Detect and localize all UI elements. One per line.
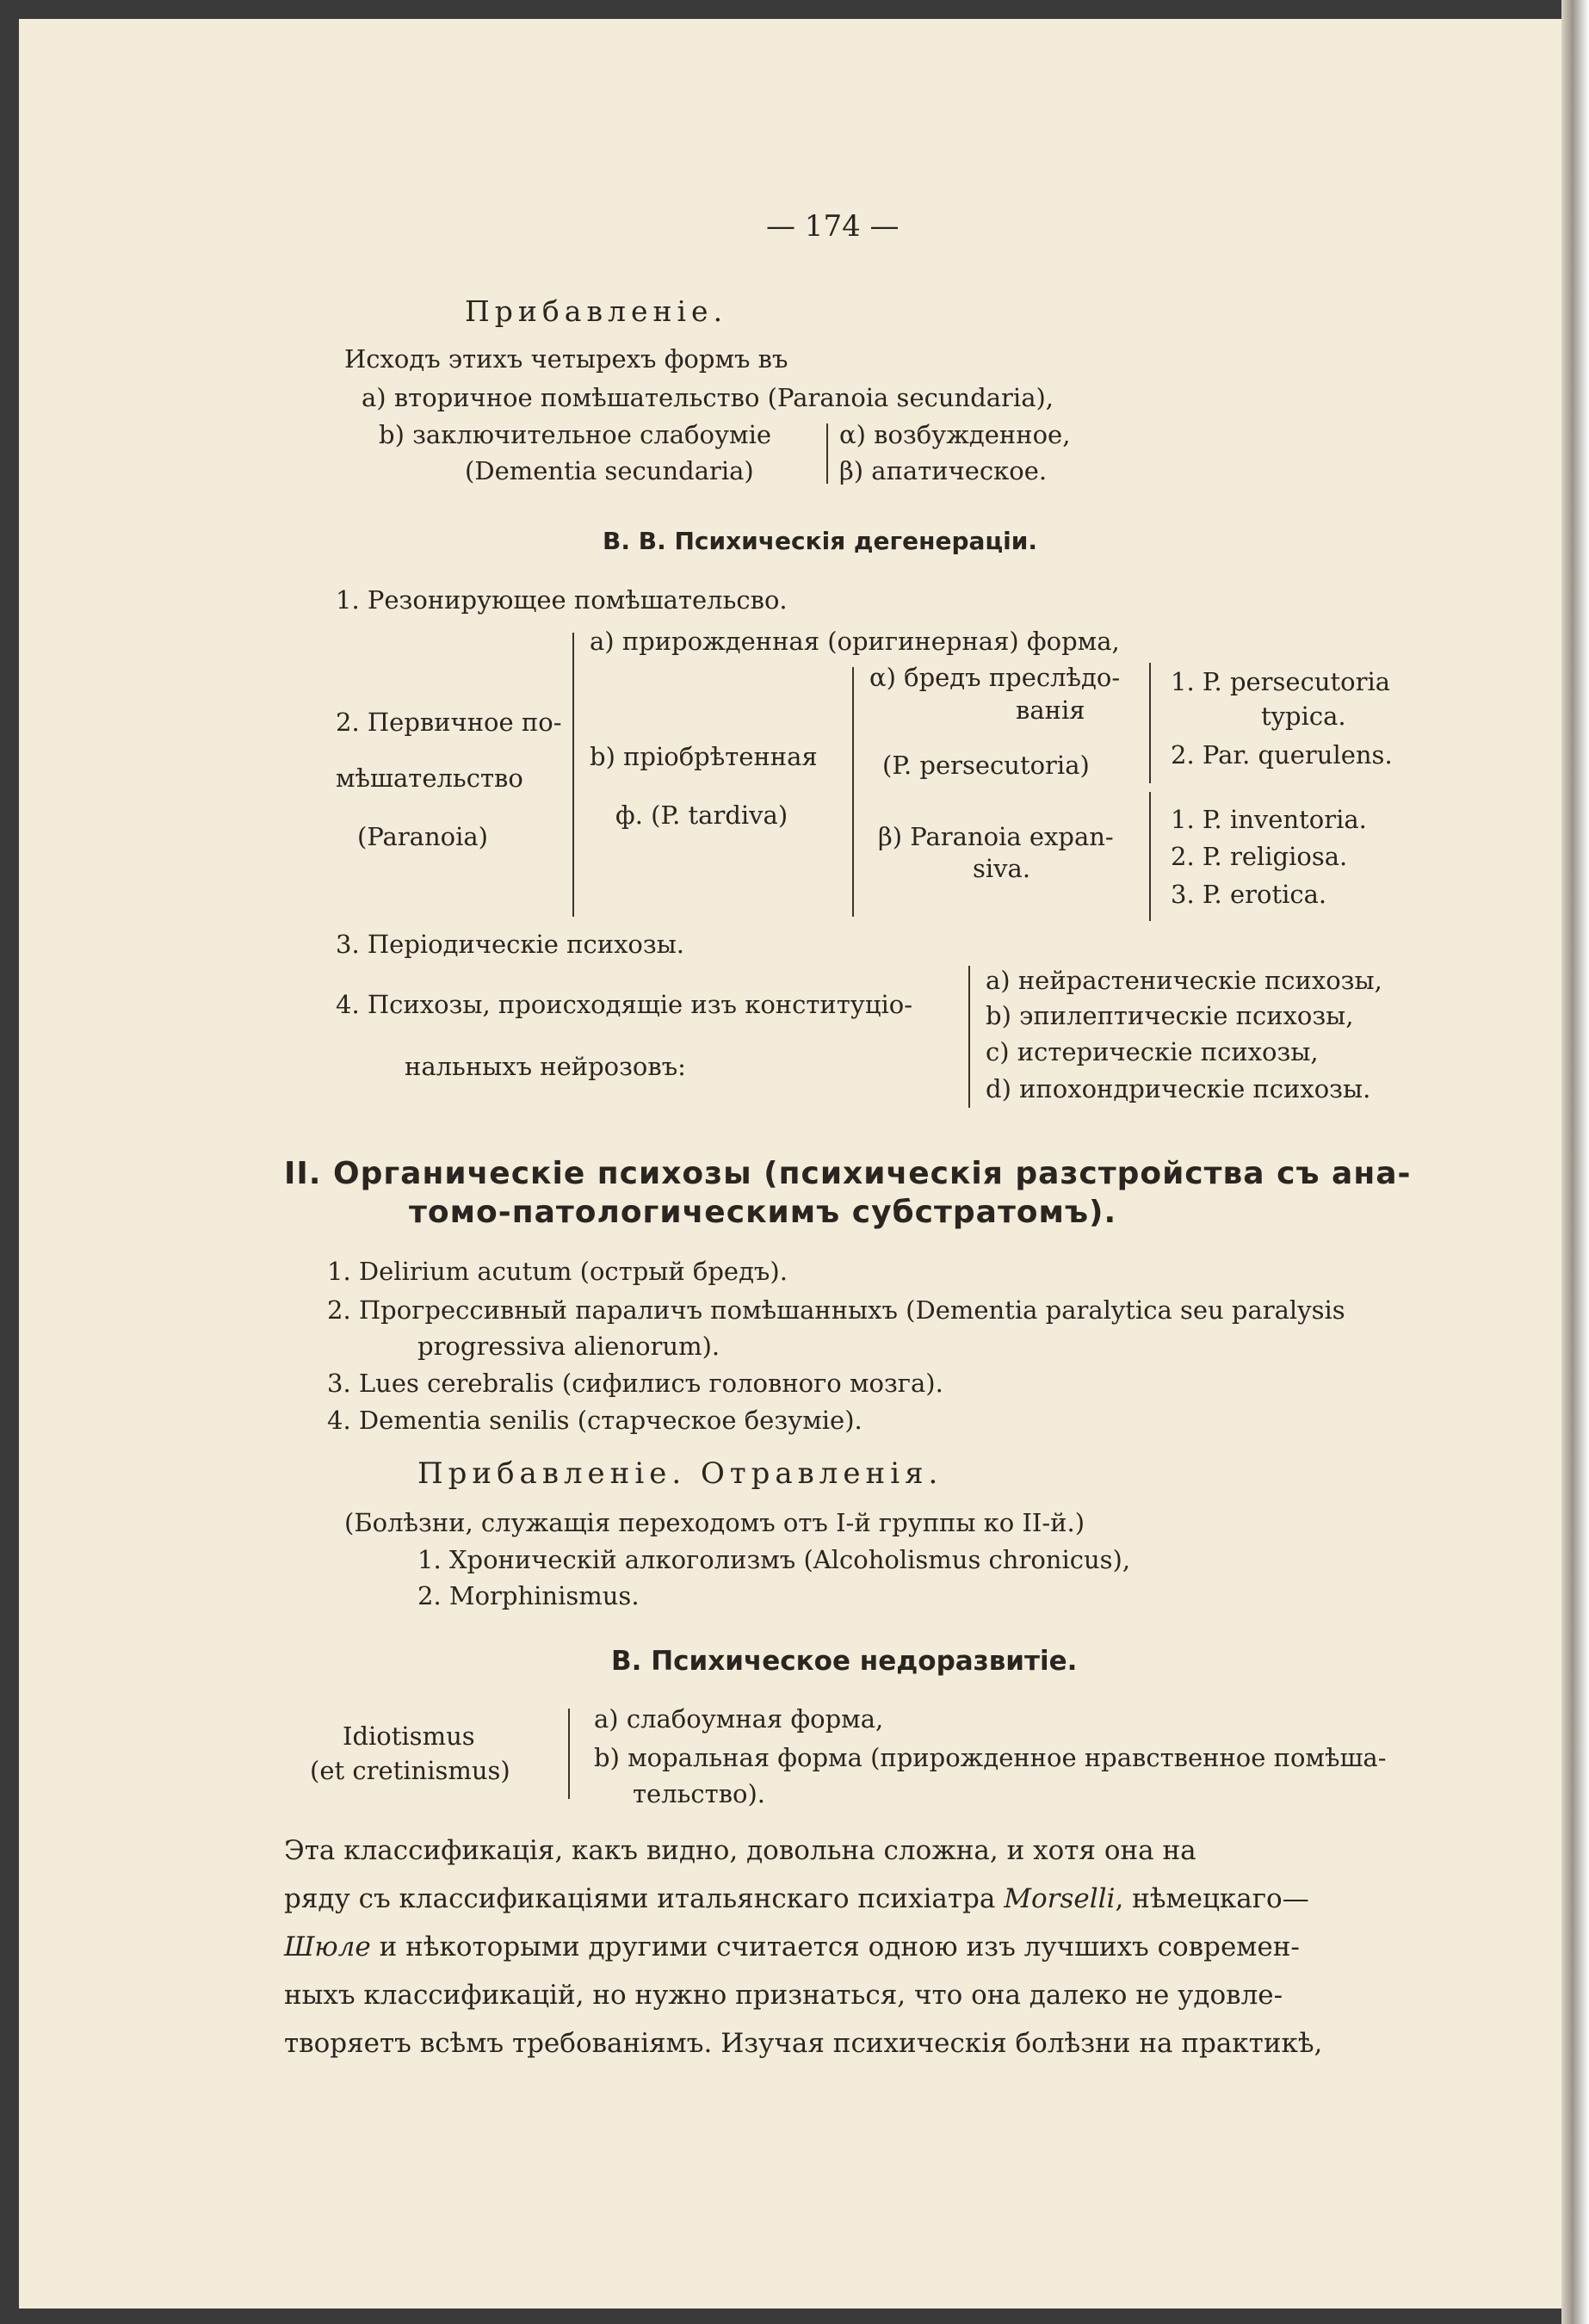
appendix-beta: β) апатическое. <box>839 456 1048 485</box>
alpha-persecution: (P. persecutoria) <box>882 751 1090 780</box>
paragraph-line: ныхъ классификацій, но нужно признаться, что она далеко не удовле- <box>284 1980 1283 2011</box>
organic-item: 3. Lues cerebralis (сифилисъ головного мозга). <box>327 1369 943 1398</box>
poisoning-item: 1. Хроническій алкоголизмъ (Alcoholismus chronicus), <box>417 1545 1131 1574</box>
paragraph-line: Шюле и нѣкоторыми другими считается одною изъ лучшихъ современ- <box>284 1932 1300 1962</box>
beta-expansive: β) Paranoia expan- <box>878 822 1114 851</box>
persec-1: 1. P. persecutoria <box>1171 667 1391 696</box>
item-4: 4. Психозы, происходящіе изъ конституціо- <box>336 990 913 1019</box>
expans-3: 3. P. erotica. <box>1171 880 1327 909</box>
paragraph-line: ряду съ классификаціями итальянскаго психіатра Morselli, нѣмецкаго— <box>284 1883 1309 1914</box>
persec-2: 2. Par. querulens. <box>1171 740 1393 770</box>
item-2-label: (Paranoia) <box>357 822 488 851</box>
section-ii-heading: томо-патологическимъ субстратомъ). <box>409 1195 1117 1230</box>
organic-item: 1. Delirium acutum (острый бредъ). <box>327 1257 788 1286</box>
item-3: 3. Періодическіе психозы. <box>336 930 685 959</box>
neurosis-item: b) эпилептическіе психозы, <box>986 1001 1354 1030</box>
item-2-label: мѣшательство <box>336 763 523 793</box>
appendix-alpha: α) возбужденное, <box>839 420 1071 449</box>
brace <box>1149 792 1151 921</box>
neurosis-item: d) ипохондрическіе психозы. <box>986 1074 1371 1103</box>
idiotism-label: (et cretinismus) <box>310 1756 510 1785</box>
item-2-label: 2. Первичное по- <box>336 708 562 737</box>
brace <box>968 966 970 1108</box>
section-ii-heading: II. Органическіе психозы (психическія разстройства съ ана- <box>284 1156 1412 1191</box>
paragraph-line: творяетъ всѣмъ требованіямъ. Изучая психическія болѣзни на практикѣ, <box>284 2028 1323 2059</box>
acquired-form: ф. (P. tardiva) <box>615 800 788 830</box>
neurosis-item: а) нейрастеническіе психозы, <box>986 966 1382 995</box>
page-number: — 174 — <box>766 209 900 244</box>
appendix-intro: Исходъ этихъ четырехъ формъ въ <box>344 344 788 374</box>
expans-2: 2. P. religiosa. <box>1171 842 1348 871</box>
idiotism-form: а) слабоумная форма, <box>594 1704 884 1734</box>
appendix-heading: Прибавленіе. <box>465 294 728 328</box>
paragraph-line: Эта классификація, какъ видно, довольна сложна, и хотя она на <box>284 1835 1196 1866</box>
alpha-persecution: ванія <box>1016 695 1085 725</box>
poisoning-heading: Прибавленіе. Отравленія. <box>417 1456 943 1491</box>
brace <box>568 1709 570 1799</box>
congenital-form: а) прирожденная (оригинерная) форма, <box>590 627 1120 656</box>
brace <box>826 423 828 484</box>
poisoning-item: 2. Morphinismus. <box>417 1581 640 1610</box>
item-4: нальныхъ нейрозовъ: <box>405 1052 686 1081</box>
brace <box>572 633 574 917</box>
idiotism-form: b) моральная форма (прирожденное нравственное помѣша- <box>594 1743 1387 1772</box>
underdevelopment-heading: В. Психическое недоразвитіе. <box>611 1646 1078 1677</box>
idiotism-label: Idiotismus <box>343 1721 475 1751</box>
section-b-heading: В. В. Психическія дегенераціи. <box>603 527 1038 555</box>
poisoning-intro: (Болѣзни, служащія переходомъ отъ I-й группы ко II-й.) <box>344 1508 1085 1537</box>
idiotism-form: тельство). <box>633 1779 766 1808</box>
organic-item: 4. Dementia senilis (старческое безуміе). <box>327 1406 863 1435</box>
page-edge <box>1561 0 1589 2324</box>
item-1: 1. Резонирующее помѣшательсво. <box>336 585 788 615</box>
brace <box>1149 663 1151 783</box>
appendix-item-b: b) заключительное слабоуміе <box>379 420 772 449</box>
beta-expansive: siva. <box>973 854 1031 883</box>
appendix-item-b-latin: (Dementia secundaria) <box>465 456 754 485</box>
persec-1b: typica. <box>1261 702 1346 731</box>
appendix-item-a: а) вторичное помѣшательство (Paranoia secundaria), <box>362 383 1054 412</box>
alpha-persecution: α) бредъ преслѣдо- <box>869 663 1121 692</box>
brace <box>852 667 854 917</box>
expans-1: 1. P. inventoria. <box>1171 805 1367 834</box>
organic-item: 2. Прогрессивный параличъ помѣшанныхъ (Dementia paralytica seu paralysis <box>327 1295 1345 1325</box>
neurosis-item: с) истерическіе психозы, <box>986 1037 1319 1066</box>
acquired-form: b) пріобрѣтенная <box>590 742 818 771</box>
organic-item: progressiva alienorum). <box>417 1332 720 1361</box>
